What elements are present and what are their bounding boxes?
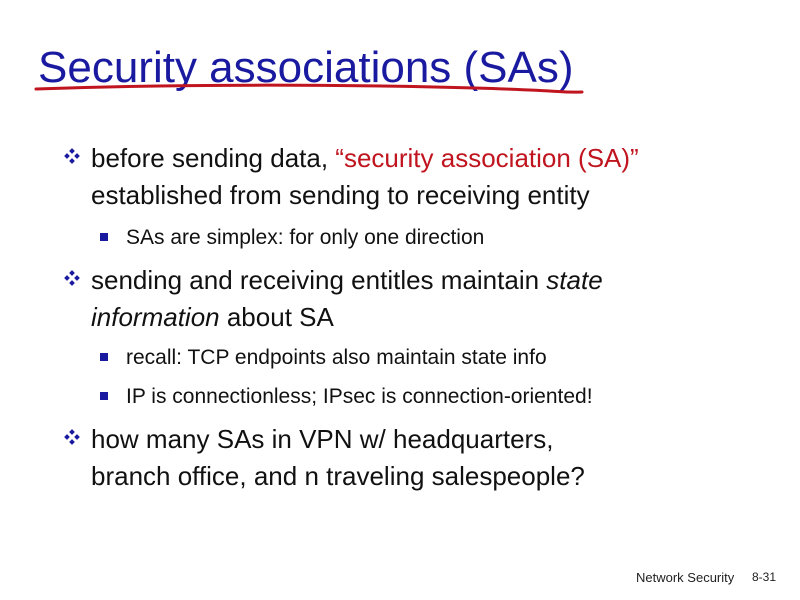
diamond-bullet-icon [62,421,84,458]
diamond-bullet-icon [62,262,84,299]
information-term: information [91,302,220,332]
square-bullet-icon [100,353,108,361]
bullet-2-text [91,262,603,336]
bullet-1-line2: established from sending to receiving entity [91,180,590,210]
bullet-3-text [91,421,585,495]
slide-title: Security associations (SAs) [38,43,574,92]
square-bullet-icon [100,392,108,400]
square-bullet-icon [100,233,108,241]
footer-page-number: 8-31 [752,570,777,584]
sub-bullet-1-1-text: SAs are simplex: for only one direction [126,226,485,249]
bullet-1-line1: before sending data, [91,143,336,173]
bullet-3-line2: branch office, and n traveling salespeople? [91,461,585,491]
footer-course-title: Network Security [636,570,735,585]
bullet-2-line2: about SA [219,302,334,332]
sa-definition: “security association (SA)” [335,143,639,173]
bullet-2-line1: sending and receiving entitles maintain [91,265,547,295]
sub-bullet-2-2-text: IP is connectionless; IPsec is connection-oriented! [126,385,593,408]
bullet-1-text [91,140,639,214]
bullet-3-line1: how many SAs in VPN w/ headquarters, [91,424,554,454]
title-underline [34,82,594,98]
sub-bullet-2-1-text: recall: TCP endpoints also maintain state info [126,346,547,369]
state-term: state [546,265,603,295]
diamond-bullet-icon [62,140,84,177]
